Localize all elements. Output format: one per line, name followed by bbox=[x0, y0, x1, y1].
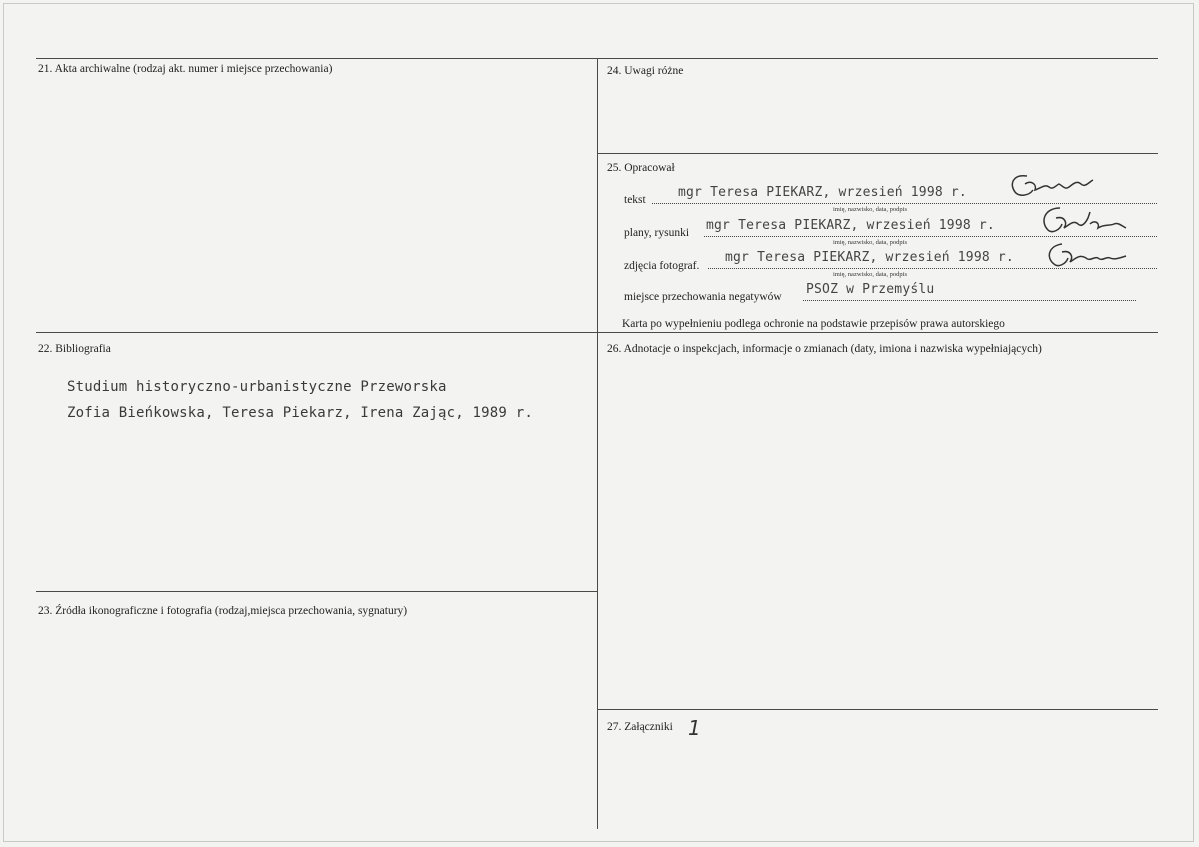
attachments-count: 1 bbox=[688, 716, 701, 740]
field-21-title: 21. Akta archiwalne (rodzaj akt. numer i miejsce przechowania) bbox=[38, 63, 333, 75]
rule-22-23 bbox=[36, 591, 597, 592]
author-plans-value: mgr Teresa PIEKARZ, wrzesień 1998 r. bbox=[706, 218, 995, 233]
author-text-label: tekst bbox=[624, 194, 646, 206]
author-plans-label: plany, rysunki bbox=[624, 227, 690, 239]
field-26-title: 26. Adnotacje o inspekcjach, informacje o zmianach (daty, imiona i nazwiska wypełniających) bbox=[607, 343, 1042, 355]
rule-24-25 bbox=[597, 153, 1158, 154]
rule-left-21-22 bbox=[36, 332, 597, 333]
column-divider bbox=[597, 58, 598, 829]
author-plans-caption: imię, nazwisko, data, podpis bbox=[833, 239, 908, 246]
signature-plans-icon bbox=[1030, 204, 1130, 240]
signature-photos-icon bbox=[1040, 240, 1130, 274]
author-photos-value: mgr Teresa PIEKARZ, wrzesień 1998 r. bbox=[725, 250, 1014, 265]
rule-26-27 bbox=[597, 709, 1158, 710]
author-text-value: mgr Teresa PIEKARZ, wrzesień 1998 r. bbox=[678, 185, 967, 200]
rule-right-25-26 bbox=[597, 332, 1158, 333]
field-27-title: 27. Załączniki bbox=[607, 721, 673, 733]
bibliography-line-2: Zofia Bieńkowska, Teresa Piekarz, Irena Zając, 1989 r. bbox=[67, 405, 533, 421]
field-22-title: 22. Bibliografia bbox=[38, 343, 111, 355]
page-border bbox=[3, 3, 1194, 842]
author-photos-label: zdjęcia fotograf. bbox=[624, 260, 700, 272]
negatives-label: miejsce przechowania negatywów bbox=[624, 291, 782, 303]
author-text-caption: imię, nazwisko, data, podpis bbox=[833, 206, 908, 213]
negatives-dotline bbox=[803, 300, 1136, 301]
field-23-title: 23. Źródła ikonograficzne i fotografia (rodzaj,miejsca przechowania, sygnatury) bbox=[38, 605, 408, 617]
author-photos-caption: imię, nazwisko, data, podpis bbox=[833, 271, 908, 278]
copyright-note: Karta po wypełnieniu podlega ochronie na podstawie przepisów prawa autorskiego bbox=[622, 318, 1005, 330]
negatives-value: PSOZ w Przemyślu bbox=[806, 282, 935, 297]
bibliography-line-1: Studium historyczno-urbanistyczne Przeworska bbox=[67, 379, 447, 395]
field-24-title: 24. Uwagi różne bbox=[607, 65, 684, 77]
signature-text-icon bbox=[1005, 170, 1100, 202]
field-25-title: 25. Opracował bbox=[607, 162, 675, 174]
